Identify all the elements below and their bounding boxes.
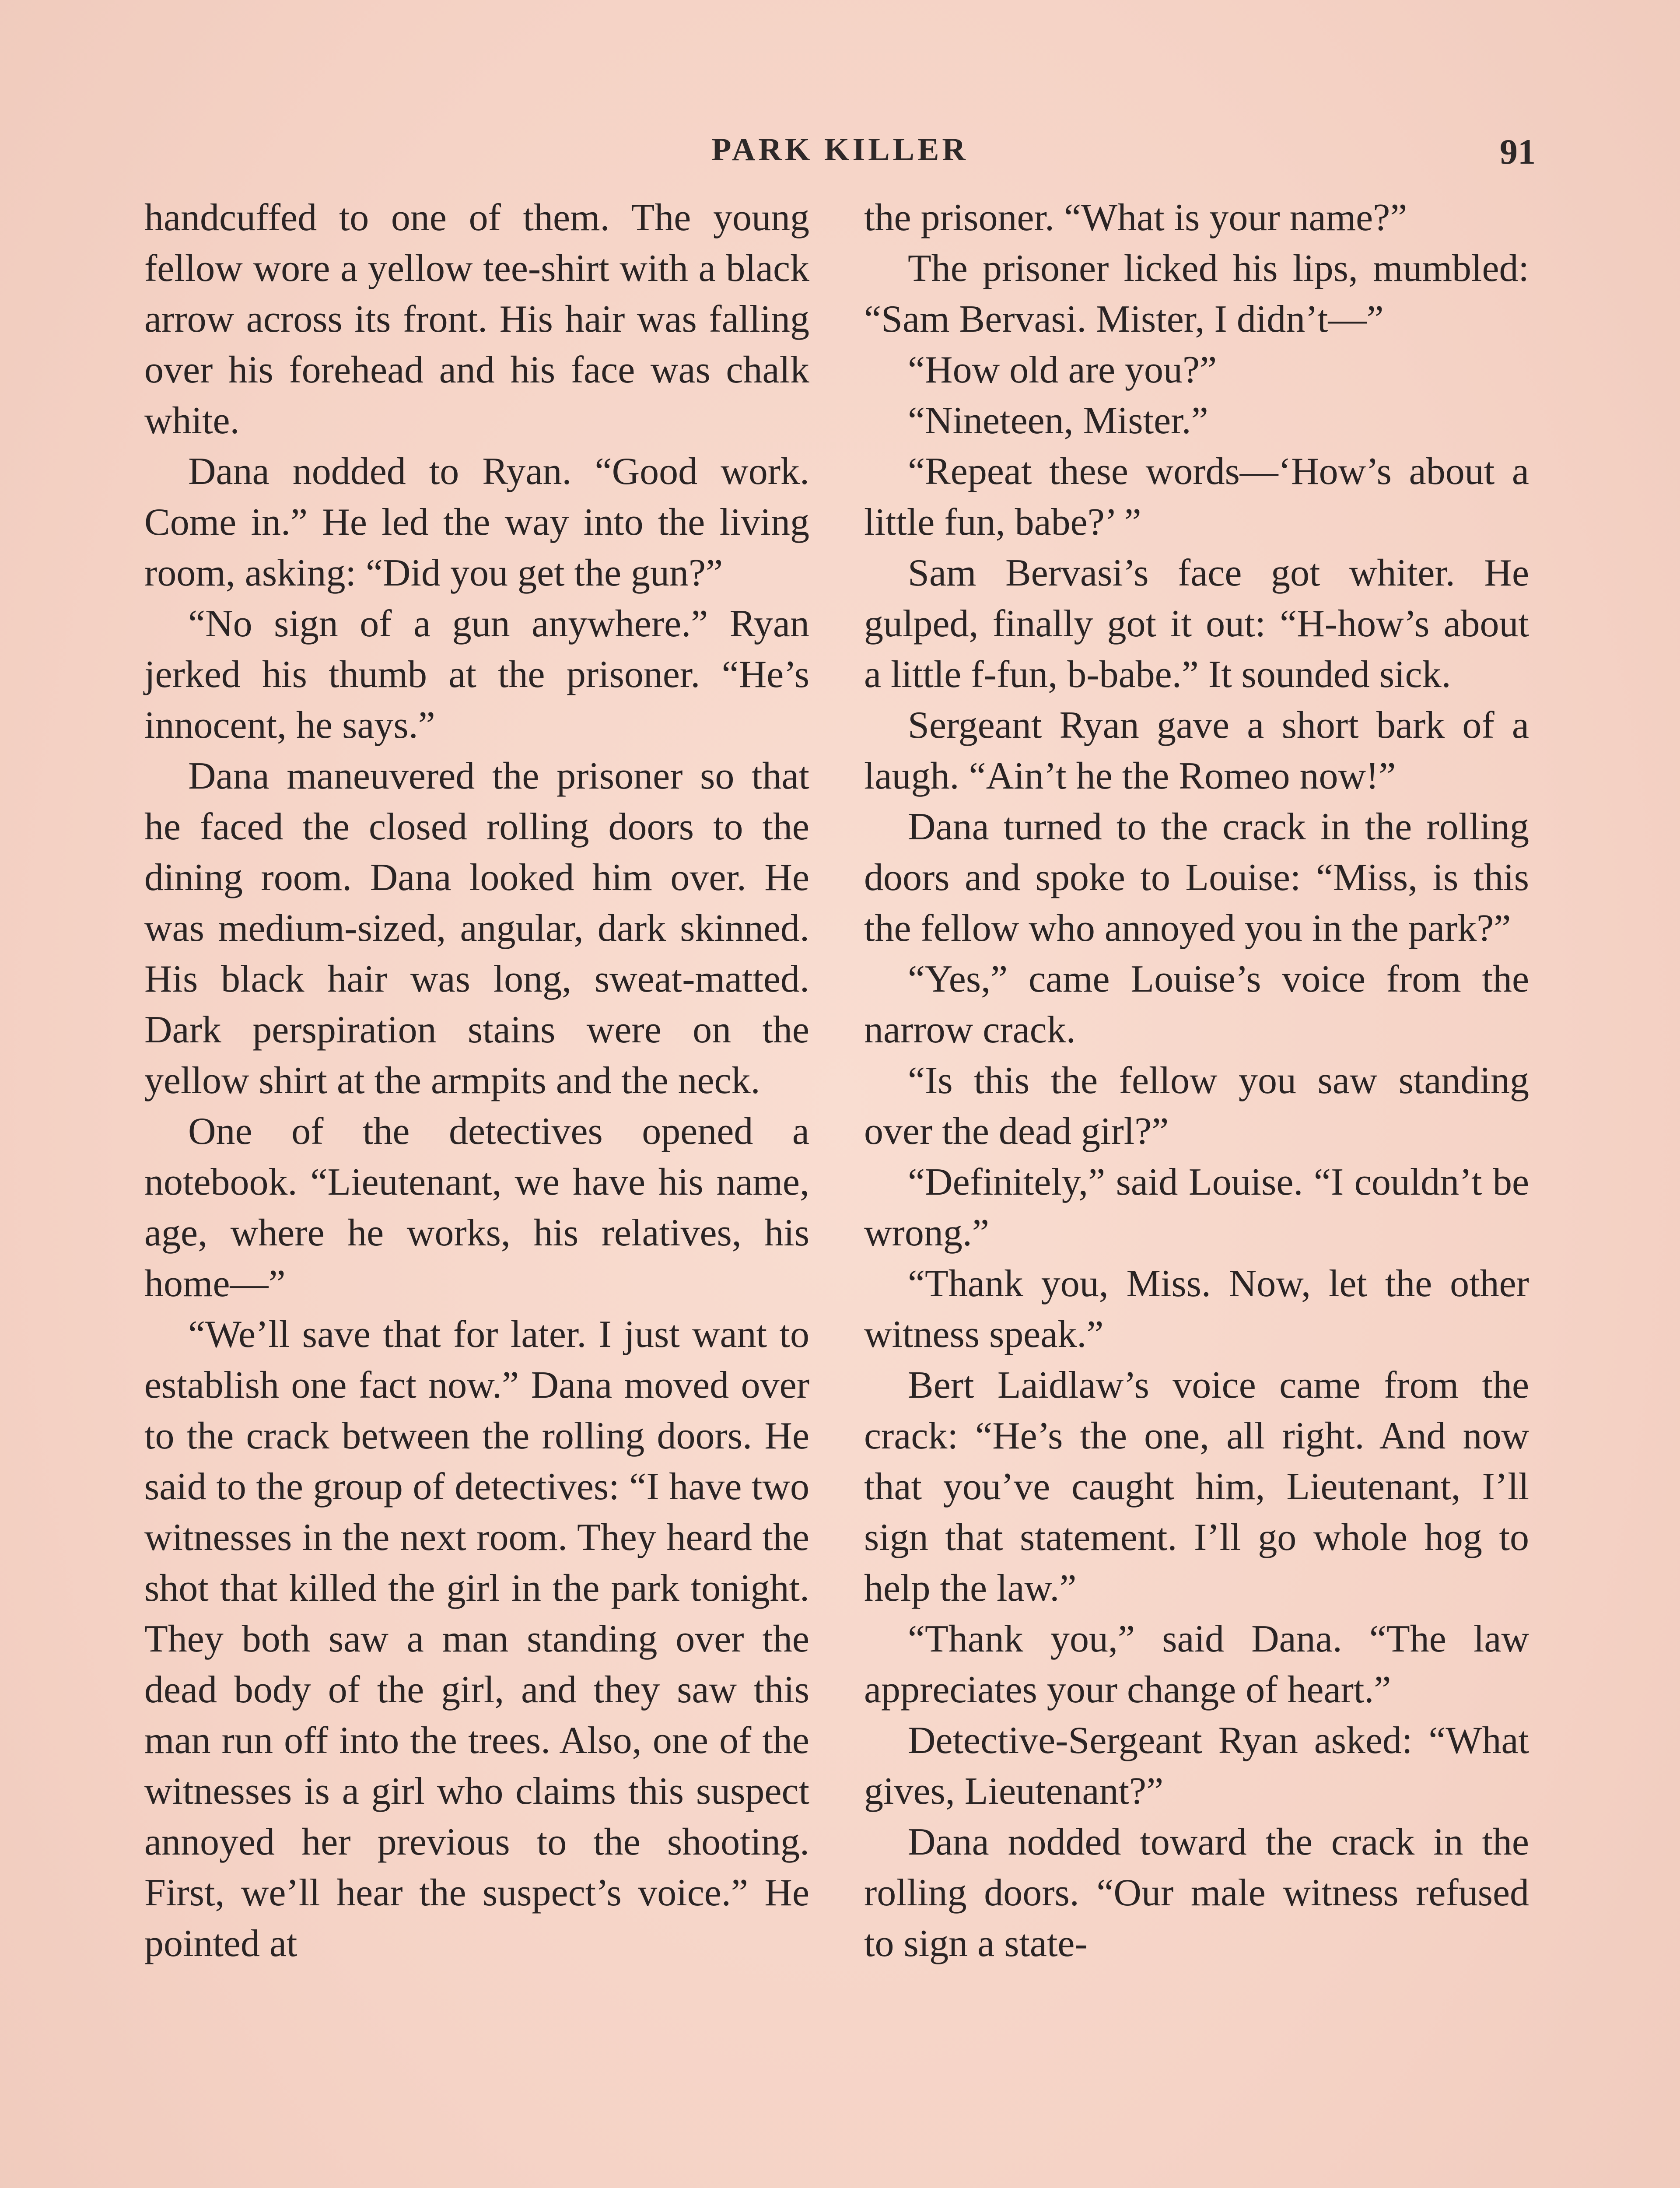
paragraph: “No sign of a gun anywhere.” Ryan jerked his thumb at the prisoner. “He’s innocent, he says.”: [144, 603, 809, 747]
left-column: [144, 193, 809, 1969]
paragraph: “Nineteen, Mister.”: [908, 400, 1208, 442]
paragraph: handcuffed to one of them. The young fellow wore a yellow tee-shirt with a black arrow across its front. His hair was falling over his forehead and his face was chalk white.: [144, 196, 809, 442]
paragraph: “How old are you?”: [908, 349, 1217, 391]
paragraph: “We’ll save that for later. I just want to establish one fact now.” Dana moved over to the crack between the rolling doors. He said to the group of detectives: “I have two witnesses in the next room. They heard the shot that killed the girl in the park tonight. They both saw a man standing over the dead body of the girl, and they saw this man run off into the trees. Also, one of the witnesses is a girl who claims this suspect annoyed her previous to the shooting. First, we’ll hear the suspect’s voice.” He pointed at: [144, 1313, 809, 1965]
paragraph: One of the detectives opened a notebook. “Lieutenant, we have his name, age, where he works, his relatives, his home—”: [144, 1110, 809, 1305]
page-header: [144, 131, 1536, 175]
paragraph: Dana turned to the crack in the rolling doors and spoke to Louise: “Miss, is this the fellow who annoyed you in the park?”: [864, 806, 1529, 950]
paragraph: Dana maneuvered the prisoner so that he faced the closed rolling doors to the dining room. Dana looked him over. He was medium-sized, angular, dark skinned. His black hair was long, sweat-matted. Dark perspiration stains were on the yellow shirt at the armpits and the neck.: [144, 755, 809, 1102]
paragraph: Detective-Sergeant Ryan asked: “What gives, Lieutenant?”: [864, 1719, 1529, 1813]
paragraph: “Thank you,” said Dana. “The law appreciates your change of heart.”: [864, 1618, 1529, 1711]
paragraph: Sergeant Ryan gave a short bark of a laugh. “Ain’t he the Romeo now!”: [864, 704, 1529, 797]
paragraph: The prisoner licked his lips, mumbled: “Sam Bervasi. Mister, I didn’t—”: [864, 247, 1529, 340]
paragraph: Dana nodded to Ryan. “Good work. Come in.” He led the way into the living room, asking: “Did you get the gun?”: [144, 450, 809, 594]
paragraph: Sam Bervasi’s face got whiter. He gulped, finally got it out: “H-how’s about a little f-fun, b-babe.” It sounded sick.: [864, 552, 1529, 696]
paragraph: “Yes,” came Louise’s voice from the narrow crack.: [864, 958, 1529, 1051]
paragraph: Bert Laidlaw’s voice came from the crack: “He’s the one, all right. And now that you’ve caught him, Lieutenant, I’ll sign that statement. I’ll go whole hog to help the law.”: [864, 1364, 1529, 1609]
paragraph: Dana nodded toward the crack in the rolling doors. “Our male witness refused to sign a state-: [864, 1821, 1529, 1965]
paragraph: “Is this the fellow you saw standing over the dead girl?”: [864, 1059, 1529, 1153]
paragraph: “Definitely,” said Louise. “I couldn’t be wrong.”: [864, 1161, 1529, 1254]
page-number: 91: [1500, 132, 1536, 172]
paragraph: the prisoner. “What is your name?”: [864, 196, 1407, 239]
paragraph: “Repeat these words—‘How’s about a little fun, babe?’ ”: [864, 450, 1529, 543]
right-column: [864, 193, 1529, 1969]
paragraph: “Thank you, Miss. Now, let the other witness speak.”: [864, 1262, 1529, 1356]
running-head: PARK KILLER: [711, 132, 969, 168]
